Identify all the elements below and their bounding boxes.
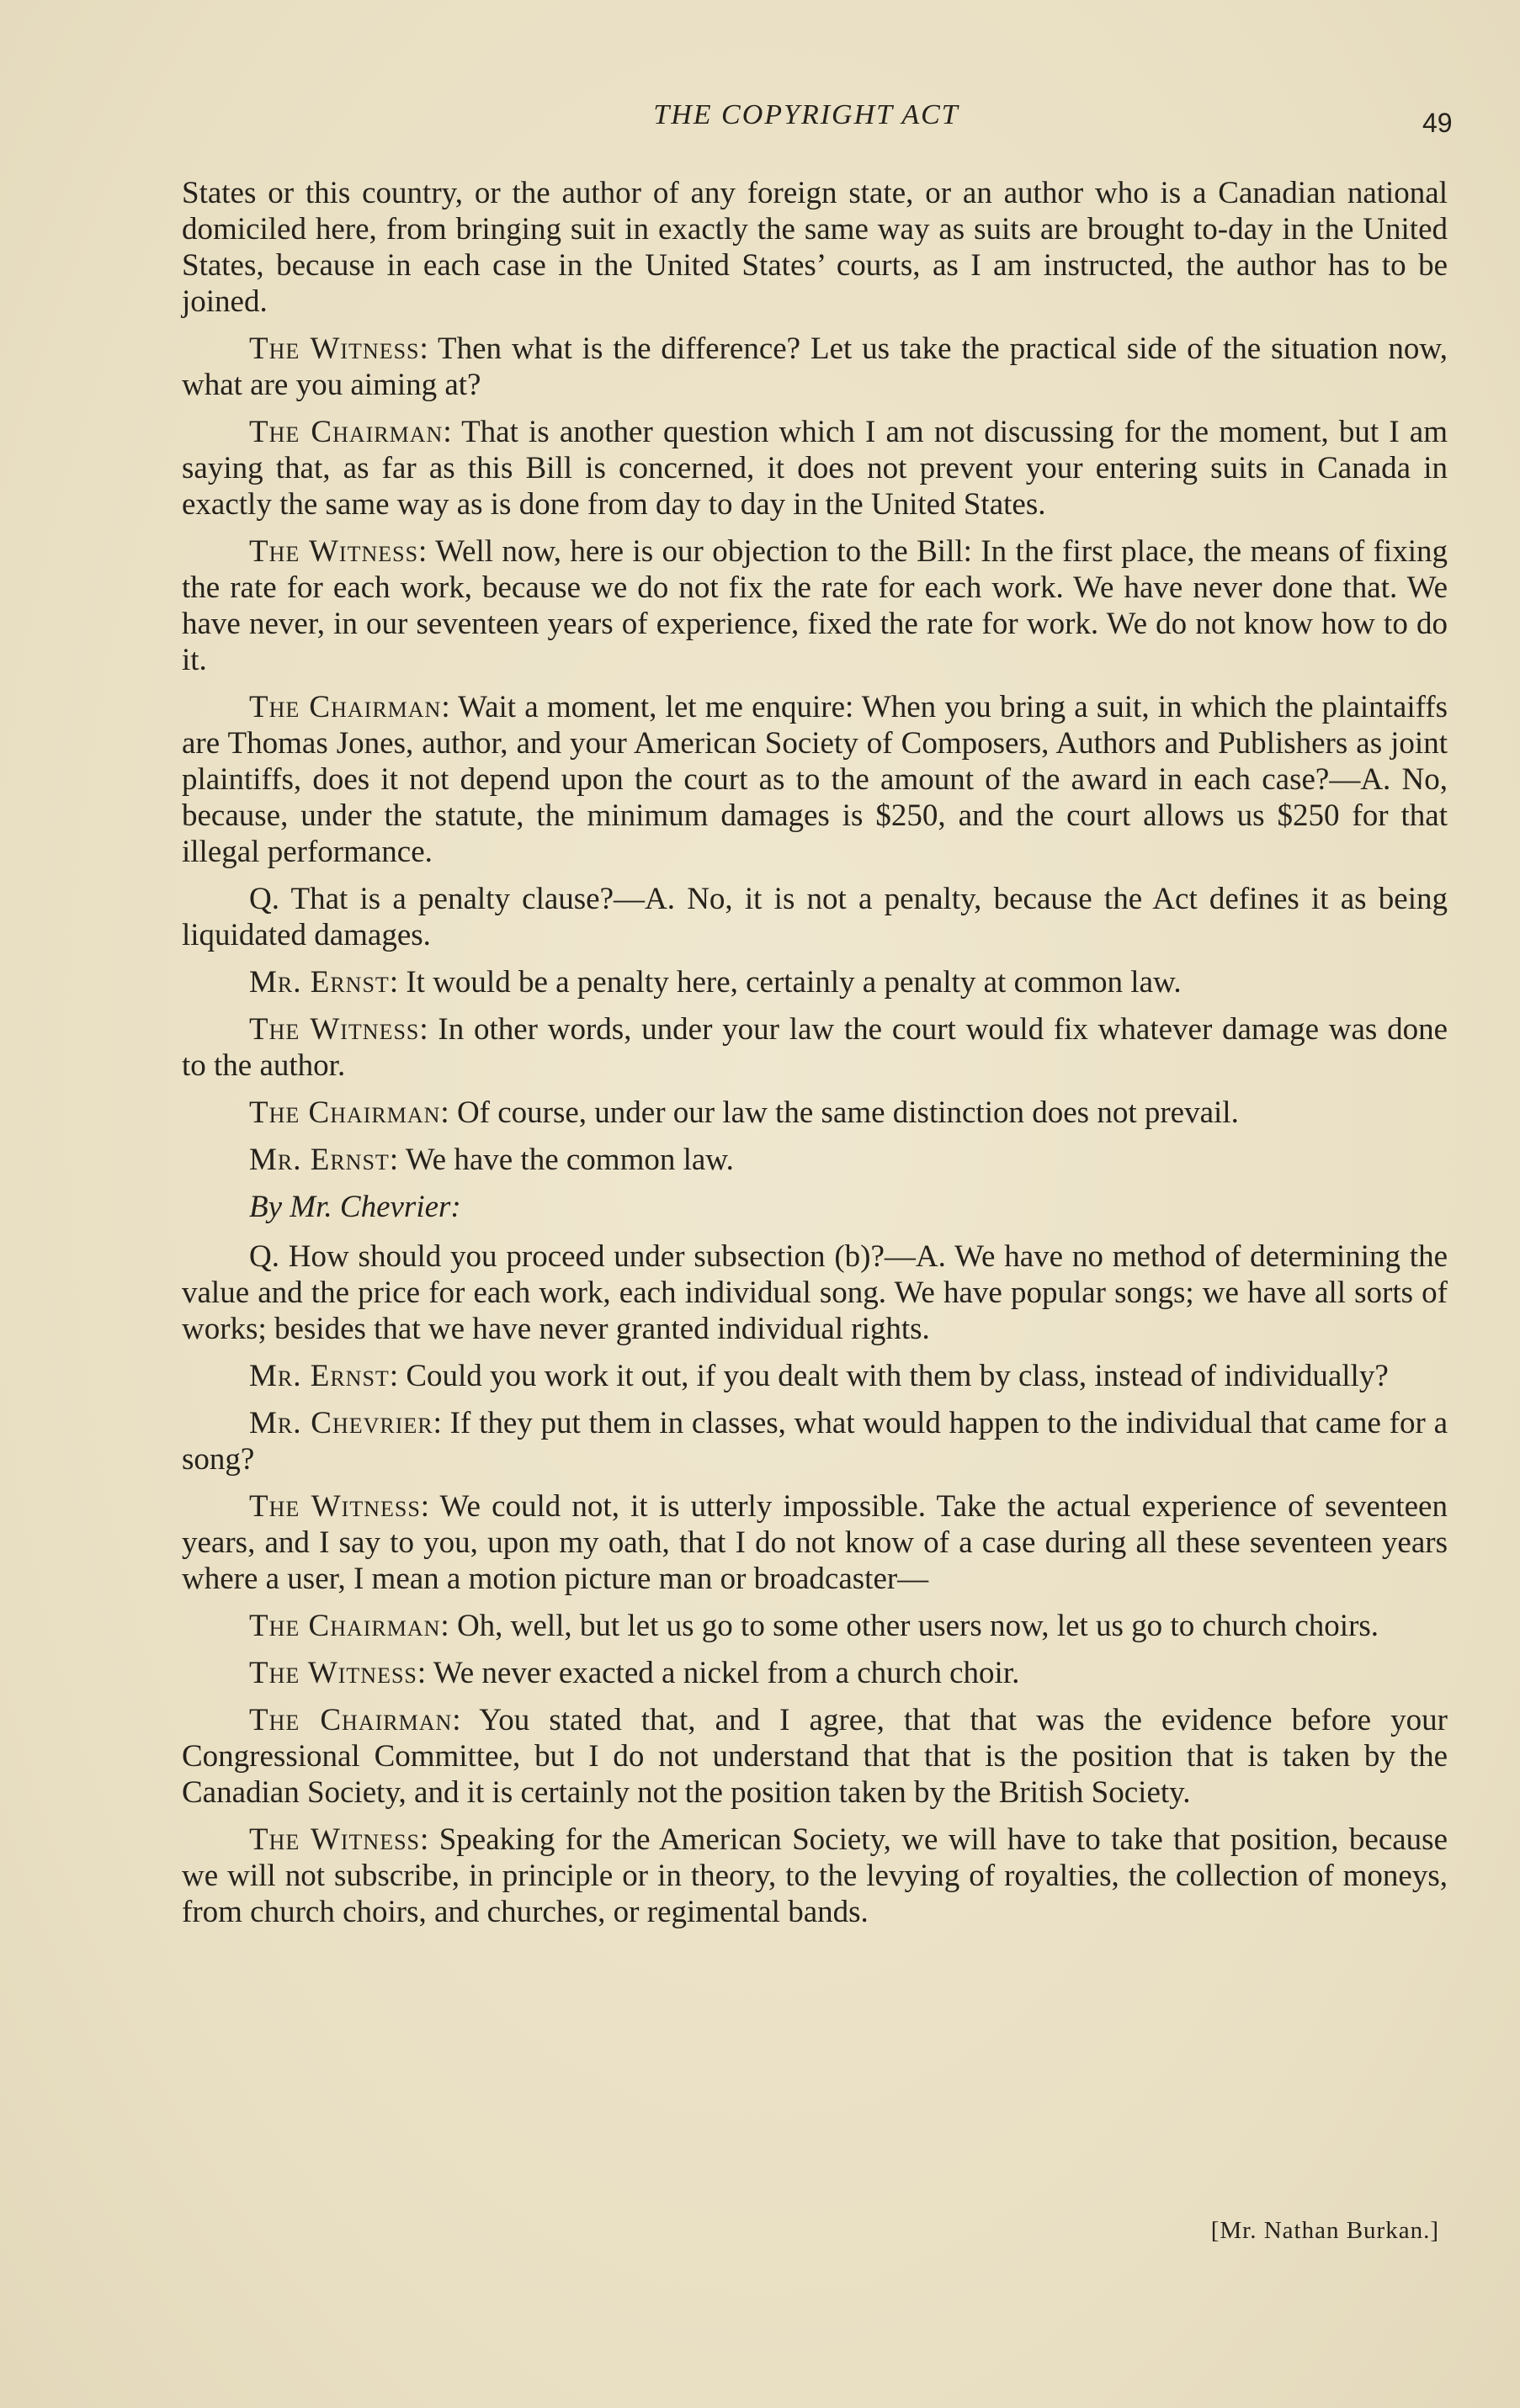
paragraph	[182, 689, 1448, 870]
speaker-name: The Witness	[249, 1012, 420, 1047]
paragraph-text: Then what is the difference? Let us take the practical side of the situation now, what are you aiming at?	[182, 331, 1448, 402]
paragraph-text: Q. That is a penalty clause?—A. No, it is not a penalty, because the Act defines it as being liquidated damages.	[182, 882, 1448, 952]
paragraph-text: It would be a penalty here, certainly a penalty at common law.	[406, 965, 1182, 1000]
paragraph	[182, 1238, 1448, 1347]
paragraph	[182, 1822, 1448, 1930]
paragraph	[182, 1011, 1448, 1084]
speaker-name: The Chairman	[249, 415, 444, 449]
speaker-separator: :	[417, 1656, 433, 1690]
paragraph-text: By Mr. Chevrier:	[249, 1190, 461, 1224]
paragraph-text: We never exacted a nickel from a church choir.	[433, 1656, 1020, 1690]
paragraph	[182, 331, 1448, 403]
speaker-name: The Witness	[249, 331, 420, 366]
paragraph-text: Q. How should you proceed under subsection (b)?—A. We have no method of determining the value and the price for each work, each individual song. We have popular songs; we have all sorts of works; besides that we have never granted individual rights.	[182, 1239, 1448, 1346]
paragraph	[182, 533, 1448, 678]
page-header	[0, 94, 1520, 145]
speaker-separator: :	[420, 1489, 440, 1524]
paragraph	[182, 1142, 1448, 1178]
paragraph-text: If they put them in classes, what would happen to the individual that came for a song?	[182, 1406, 1448, 1477]
paragraph-text: Wait a moment, let me enquire: When you bring a suit, in which the plaintaiffs are Thomas Jones, author, and your American Society of Composers, Authors and Publishers as joint plaintiffs, does it not depend upon the court as to the amount of the award in each case?—A. No, because, under the statute, the minimum damages is $250, and the court allows us $250 for that illegal performance.	[182, 690, 1448, 869]
speaker-name: The Chairman	[249, 1095, 441, 1130]
body-text	[182, 175, 1448, 1941]
speaker-name: Mr. Chevrier	[249, 1406, 433, 1440]
speaker-separator: :	[440, 1095, 457, 1130]
speaker-separator: :	[441, 690, 459, 724]
section-subheading	[182, 1189, 1448, 1225]
paragraph	[182, 1358, 1448, 1394]
speaker-separator: :	[433, 1406, 450, 1440]
paragraph	[182, 1608, 1448, 1644]
page-number: 49	[1422, 108, 1453, 138]
speaker-name: The Witness	[249, 1656, 417, 1690]
speaker-separator: :	[443, 415, 462, 449]
paragraph-text: Speaking for the American Society, we will have to take that position, because we will not subscribe, in principle or in theory, to the levying of royalties, the collection of moneys, from church choirs, and churches, or regimental bands.	[182, 1822, 1448, 1929]
speaker-name: The Chairman	[249, 1609, 441, 1643]
paragraph-text: Well now, here is our objection to the Bill: In the first place, the means of fixing the rate for each work, because we do not fix the rate for each work. We have never done that. We have never, in our seventeen years of experience, fixed the rate for work. We do not know how to do it.	[182, 534, 1448, 677]
paragraph	[182, 964, 1448, 1000]
speaker-name: The Witness	[249, 534, 419, 569]
speaker-separator: :	[389, 1359, 407, 1393]
paragraph	[182, 414, 1448, 522]
paragraph	[182, 175, 1448, 320]
paragraph	[182, 1405, 1448, 1477]
running-title: THE COPYRIGHT ACT	[653, 99, 959, 130]
paragraph-text: You stated that, and I agree, that that was the evidence before your Congressional Committee, but I do not understand that that is the position that is taken by the Canadian Society, and it is certainly not the position taken by the British Society.	[182, 1703, 1448, 1810]
speaker-name: Mr. Ernst	[249, 965, 390, 1000]
speaker-separator: :	[389, 965, 407, 1000]
paragraph-text: We have the common law.	[405, 1143, 734, 1177]
paragraph-text: That is another question which I am not discussing for the moment, but I am saying that, as far as this Bill is concerned, it does not prevent your entering suits in Canada in exactly the same way as is done from day to day in the United States.	[182, 415, 1448, 522]
paragraph	[182, 881, 1448, 953]
paragraph-text: In other words, under your law the court would fix whatever damage was done to the author.	[182, 1012, 1448, 1083]
speaker-attribution: [Mr. Nathan Burkan.]	[1210, 2217, 1439, 2244]
speaker-name: Mr. Ernst	[249, 1359, 390, 1393]
speaker-separator: :	[419, 331, 438, 366]
paragraph-text: States or this country, or the author of any foreign state, or an author who is a Canadian national domiciled here, from bringing suit in exactly the same way as suits are brought to-day in the United States, because in each case in the United States’ courts, as I am instructed, the author has to be joined.	[182, 176, 1448, 319]
speaker-separator: :	[452, 1703, 480, 1737]
paragraph-text: We could not, it is utterly impossible. Take the actual experience of seventeen years, and I say to you, upon my oath, that I do not know of a case during all these seventeen years where a user, I mean a motion picture man or broadcaster—	[182, 1489, 1448, 1596]
paragraph	[182, 1702, 1448, 1811]
speaker-name: The Witness	[249, 1489, 421, 1524]
speaker-separator: :	[419, 1012, 438, 1047]
speaker-separator: :	[420, 1822, 439, 1857]
paragraph-text: Of course, under our law the same distinction does not prevail.	[456, 1095, 1239, 1130]
speaker-name: The Chairman	[249, 1703, 453, 1737]
speaker-separator: :	[440, 1609, 457, 1643]
paragraph	[182, 1095, 1448, 1131]
paragraph	[182, 1655, 1448, 1691]
paragraph-text: Could you work it out, if you dealt with them by class, instead of individually?	[406, 1359, 1389, 1393]
paragraph	[182, 1488, 1448, 1597]
speaker-separator: :	[418, 534, 436, 569]
speaker-separator: :	[389, 1143, 406, 1177]
paragraph-text: Oh, well, but let us go to some other users now, let us go to church choirs.	[456, 1609, 1379, 1643]
speaker-name: The Witness	[249, 1822, 421, 1857]
speaker-name: The Chairman	[249, 690, 442, 724]
speaker-name: Mr. Ernst	[249, 1143, 390, 1177]
